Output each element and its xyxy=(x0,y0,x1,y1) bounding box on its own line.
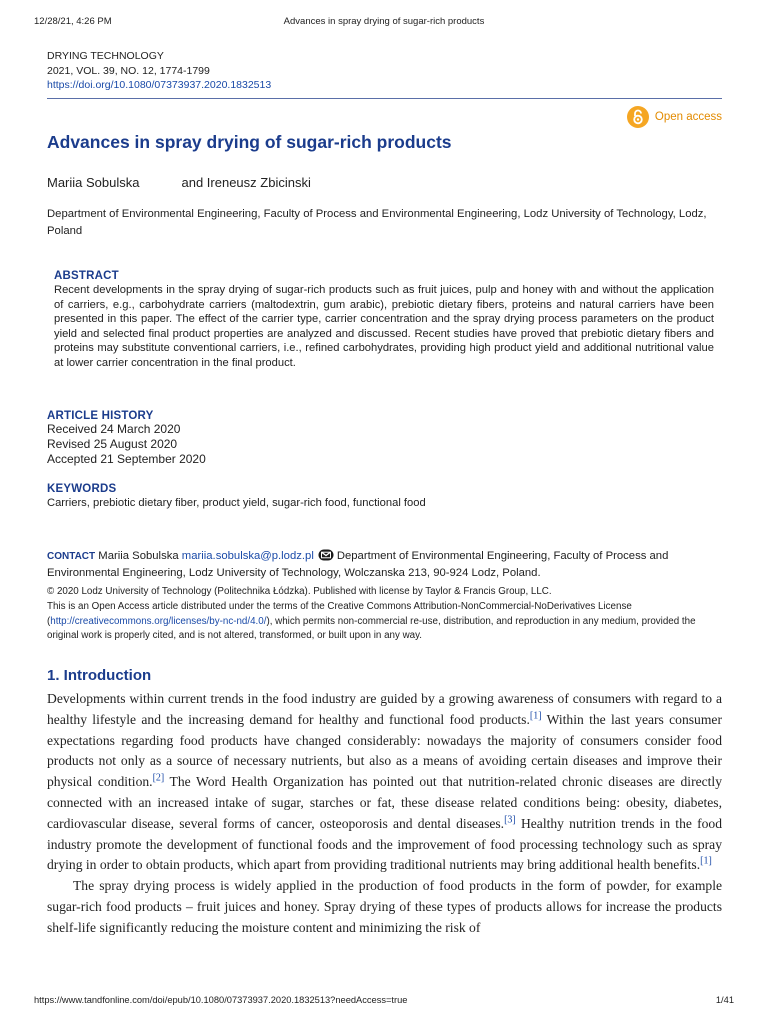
license-open-paren: ( xyxy=(47,615,51,627)
keywords-text: Carriers, prebiotic dietary fiber, product yield, sugar-rich food, functional food xyxy=(47,497,426,509)
introduction-heading: 1. Introduction xyxy=(47,667,152,684)
license-rest: ), which permits non-commercial re-use, distribution, and reproduction in any medium, provided the original work is properly cited, and is not altered, transformed, or built upon in any way. xyxy=(47,615,696,642)
license-notice xyxy=(47,585,727,644)
reference-link[interactable]: [1] xyxy=(700,855,712,867)
keywords-label: KEYWORDS xyxy=(47,483,117,495)
journal-name: DRYING TECHNOLOGY xyxy=(47,50,164,62)
contact-label: CONTACT xyxy=(47,551,96,562)
envelope-icon[interactable] xyxy=(318,549,334,561)
abstract-text: Recent developments in the spray drying of sugar-rich products such as fruit juices, pulp and honey with and without the application of carriers, e.g., carbohydrate carriers (maltodextrin, gum arabic), prebiotic dietary fibers, proteins and natural carriers have been presented in this paper. The effect of the carrier type, carrier concentration and the spray drying process parameters on the product yield and selected final product properties are analyzed and discussed. Recent studies have proved that prebiotic dietary fibers and proteins may substitute conventional carriers, i.e., refined carbohydrates, providing high product yield and additional nutritional value at lower carrier concentration in the final product. xyxy=(54,284,714,369)
keywords-section xyxy=(47,483,727,511)
author-sobulska[interactable]: Mariia Sobulska xyxy=(47,175,140,190)
footer-url: https://www.tandfonline.com/doi/epub/10.1080/07373937.2020.1832513?needAccess=true xyxy=(34,995,408,1005)
intro-p1-text-2: Within the last years consumer expectations regarding food products have changed considerably: nowadays the majority of consumers consider food products not only as a source of necessary nutrients, but also as a means of avoiding certain diseases and improve their physical condition. xyxy=(47,711,722,790)
intro-p1-text-3: The Word Health Organization has pointed out that nutrition-related chronic diseases are directly connected with an increased intake of sugar, starches or fat, these disease related conditions being: obesity, diabetes, cardiovascular disease, several forms of cancer, osteoporosis and dental diseases. xyxy=(47,774,723,831)
introduction-body xyxy=(47,689,722,939)
open-access-lock-icon xyxy=(627,106,649,128)
history-revised: Revised 25 August 2020 xyxy=(47,437,178,451)
journal-citation: 2021, VOL. 39, NO. 12, 1774-1799 xyxy=(47,64,210,77)
history-label: ARTICLE HISTORY xyxy=(47,410,154,422)
intro-p1-text-1: Developments within current trends in the food industry are guided by a growing awareness of consumers with regard to a healthy lifestyle and the increasing demand for healthy and functional food products. xyxy=(47,691,722,727)
history-received: Received 24 March 2020 xyxy=(47,422,181,436)
contact-name: Mariia Sobulska xyxy=(98,550,179,562)
copyright-line: © 2020 Lodz University of Technology (Politechnika Łódzka). Published with license by Taylor & Francis Group, LLC. xyxy=(47,586,552,597)
article-history xyxy=(47,410,447,467)
abstract-section xyxy=(54,270,714,371)
print-page-title: Advances in spray drying of sugar-rich products xyxy=(283,16,485,27)
intro-paragraph-2: The spray drying process is widely applied in the production of food products in the form of powder, for example sugar-rich food products – fruit juices and honey. Spray drying of these types of products allows for increase the products shelf-life significantly reducing the moisture content and minimizing the risk of xyxy=(47,878,722,935)
contact-info xyxy=(47,548,715,581)
journal-info xyxy=(47,49,271,93)
abstract-label: ABSTRACT xyxy=(54,270,119,282)
history-accepted: Accepted 21 September 2020 xyxy=(47,452,206,466)
open-access-badge[interactable] xyxy=(627,106,722,128)
license-line1: This is an Open Access article distributed under the terms of the Creative Commons Attribution-NonCommercial-NoDerivatives License xyxy=(47,600,632,612)
doi-link[interactable]: https://doi.org/10.1080/07373937.2020.1832513 xyxy=(47,79,272,91)
reference-link[interactable]: [2] xyxy=(152,772,165,784)
header-divider xyxy=(47,98,722,99)
license-text xyxy=(47,600,727,644)
intro-p1-text-4: Healthy nutrition trends in the food industry promote the development of functional foods and the improvement of food processing technology such as spray drying in order to obtain products, which apart from providing traditional nutrients may bring additional health benefits. xyxy=(47,815,722,873)
contact-address: Department of Environmental Engineering, Faculty of Process and Environmental Engineering, Lodz University of Technology, Wolczanska 213, 90-924 Lodz, Poland. xyxy=(47,550,669,579)
reference-link[interactable]: [3] xyxy=(504,814,516,826)
article-title: Advances in spray drying of sugar-rich products xyxy=(47,132,452,152)
open-access-label: Open access xyxy=(654,111,722,123)
authors xyxy=(47,175,311,190)
reference-link[interactable]: [1] xyxy=(529,710,542,722)
intro-paragraph-1 xyxy=(47,689,722,876)
contact-email-link[interactable]: mariia.sobulska@p.lodz.pl xyxy=(181,550,314,562)
author-zbicinski[interactable]: and Ireneusz Zbicinski xyxy=(181,175,311,190)
license-url-link[interactable]: http://creativecommons.org/licenses/by-nc-nd/4.0/ xyxy=(50,615,267,627)
print-datetime: 12/28/21, 4:26 PM xyxy=(34,16,112,27)
affiliation: Department of Environmental Engineering, Faculty of Process and Environmental Engineering, Lodz University of Technology, Lodz, Poland xyxy=(47,208,707,237)
page-number: 1/41 xyxy=(715,995,734,1005)
